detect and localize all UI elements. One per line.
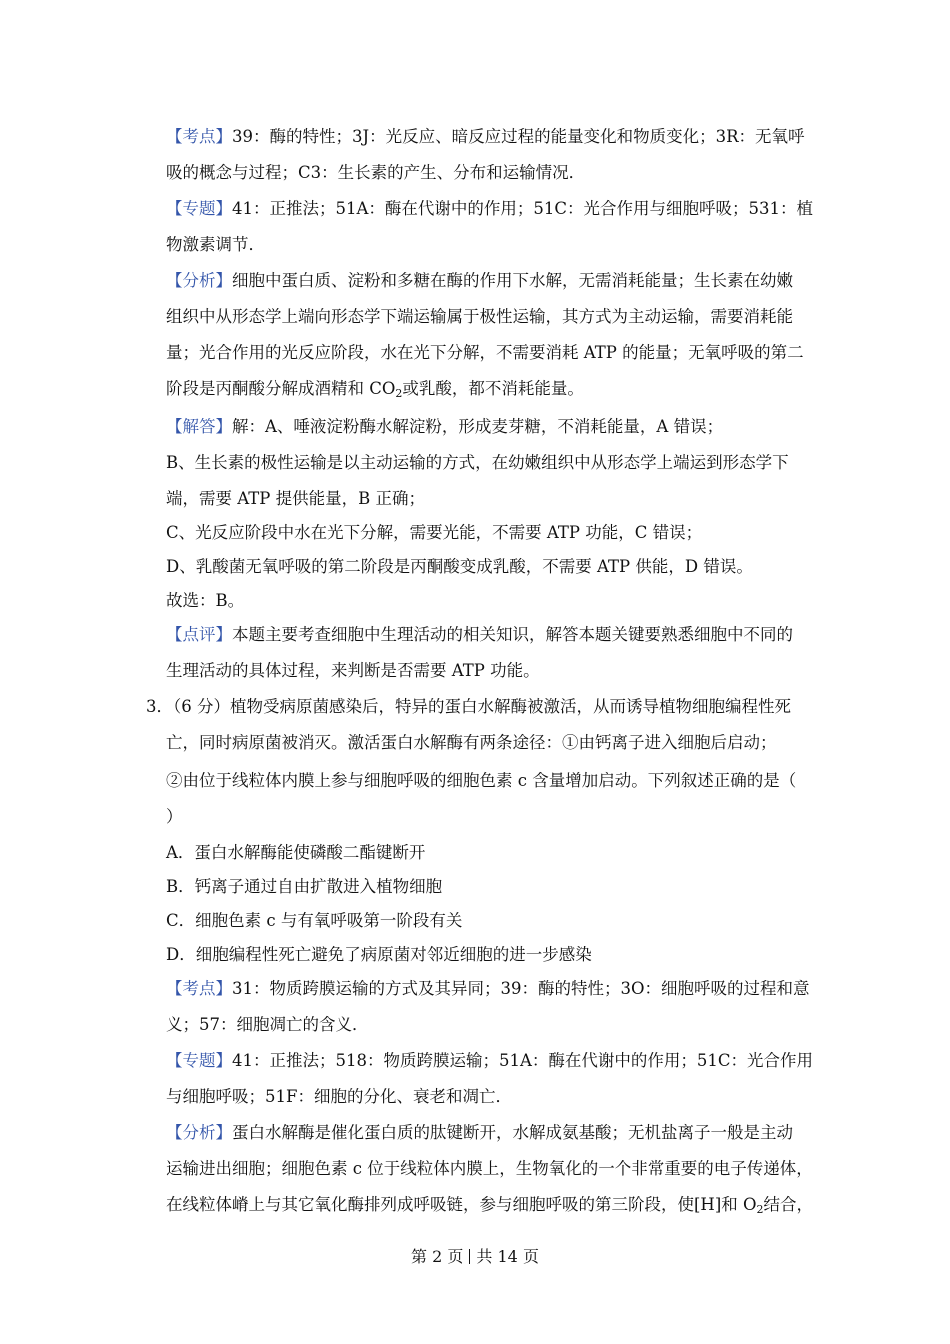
q3-fenxi-tag: 【分析】	[166, 1123, 232, 1142]
q3-stem-line-3: ②由位于线粒体内膜上参与细胞呼吸的细胞色素 c 含量增加启动。下列叙述正确的是（	[166, 771, 797, 790]
jieda-line-6: 故选：B。	[166, 591, 245, 610]
page-footer	[0, 1246, 950, 1268]
page-number: 第 2 页	[411, 1247, 464, 1266]
q3-option-a: A．蛋白水解酶能使磷酸二酯键断开	[166, 843, 426, 862]
jieda-line-3: 端，需要 ATP 提供能量，B 正确；	[166, 489, 425, 508]
q3-zhuanti-line-1: 【专题】41：正推法；518：物质跨膜运输；51A：酶在代谢中的作用；51C：光合作用	[166, 1051, 814, 1070]
zhuanti-line-2: 物激素调节．	[166, 235, 265, 254]
jieda-line-2: B、生长素的极性运输是以主动运输的方式，在幼嫩组织中从形态学上端运到形态学下	[166, 453, 789, 472]
fenxi-line-1: 【分析】细胞中蛋白质、淀粉和多糖在酶的作用下水解，无需消耗能量；生长素在幼嫩	[166, 271, 793, 290]
jieda-line-5: D、乳酸菌无氧呼吸的第二阶段是丙酮酸变成乳酸，不需要 ATP 供能，D 错误。	[166, 557, 753, 576]
q3-kaodian-line-2: 义；57：细胞凋亡的含义．	[166, 1015, 369, 1034]
q3-option-b: B．钙离子通过自由扩散进入植物细胞	[166, 877, 443, 896]
q3-stem-line-4: ）	[166, 807, 183, 826]
jieda-line-1: 【解答】解：A、唾液淀粉酶水解淀粉，形成麦芽糖，不消耗能量，A 错误；	[166, 417, 724, 436]
fenxi-line-2: 组织中从形态学上端向形态学下端运输属于极性运输，其方式为主动运输，需要消耗能	[166, 307, 793, 326]
kaodian-line-1: 【考点】39：酶的特性；3J：光反应、暗反应过程的能量变化和物质变化；3R：无氧呼	[166, 127, 805, 146]
jieda-tag: 【解答】	[166, 417, 232, 436]
fenxi-line-3: 量；光合作用的光反应阶段，水在光下分解，不需要消耗 ATP 的能量；无氧呼吸的第二	[166, 343, 804, 362]
q3-stem-line-2: 亡，同时病原菌被消灭。激活蛋白水解酶有两条途径：①由钙离子进入细胞后启动；	[166, 733, 777, 752]
page-total: 共 14 页	[476, 1247, 539, 1266]
q3-option-d: D．细胞编程性死亡避免了病原菌对邻近细胞的进一步感染	[166, 945, 592, 964]
kaodian-tag: 【考点】	[166, 127, 232, 146]
dianping-line-1: 【点评】本题主要考查细胞中生理活动的相关知识，解答本题关键要熟悉细胞中不同的	[166, 625, 793, 644]
q3-fenxi-line-1: 【分析】蛋白水解酶是催化蛋白质的肽键断开，水解成氨基酸；无机盐离子一般是主动	[166, 1123, 793, 1142]
q3-option-c: C．细胞色素 c 与有氧呼吸第一阶段有关	[166, 911, 463, 930]
q3-kaodian-line-1: 【考点】31：物质跨膜运输的方式及其异同；39：酶的特性；3O：细胞呼吸的过程和意	[166, 979, 810, 998]
q3-kaodian-tag: 【考点】	[166, 979, 232, 998]
kaodian-line-2: 吸的概念与过程；C3：生长素的产生、分布和运输情况．	[166, 163, 586, 182]
fenxi-tag: 【分析】	[166, 271, 232, 290]
q3-zhuanti-line-2: 与细胞呼吸；51F：细胞的分化、衰老和凋亡．	[166, 1087, 512, 1106]
q3-zhuanti-tag: 【专题】	[166, 1051, 232, 1070]
footer-divider	[469, 1249, 470, 1264]
dianping-tag: 【点评】	[166, 625, 232, 644]
q3-fenxi-line-3: 在线粒体嵴上与其它氧化酶排列成呼吸链，参与细胞呼吸的第三阶段，使[H]和 $O_2$结合，	[166, 1195, 814, 1216]
q3-fenxi-line-2: 运输进出细胞；细胞色素 c 位于线粒体内膜上，生物氧化的一个非常重要的电子传递体，	[166, 1159, 813, 1178]
zhuanti-line-1: 【专题】41：正推法；51A：酶在代谢中的作用；51C：光合作用与细胞呼吸；531：植	[166, 199, 814, 218]
dianping-line-2: 生理活动的具体过程，来判断是否需要 ATP 功能。	[166, 661, 540, 680]
zhuanti-tag: 【专题】	[166, 199, 232, 218]
q3-stem-line-1: 3．（6 分）植物受病原菌感染后，特异的蛋白水解酶被激活，从而诱导植物细胞编程性死	[146, 697, 791, 716]
fenxi-line-4: 阶段是丙酮酸分解成酒精和 $CO_2$或乳酸，都不消耗能量。	[166, 379, 584, 400]
jieda-line-4: C、光反应阶段中水在光下分解，需要光能，不需要 ATP 功能，C 错误；	[166, 523, 703, 542]
